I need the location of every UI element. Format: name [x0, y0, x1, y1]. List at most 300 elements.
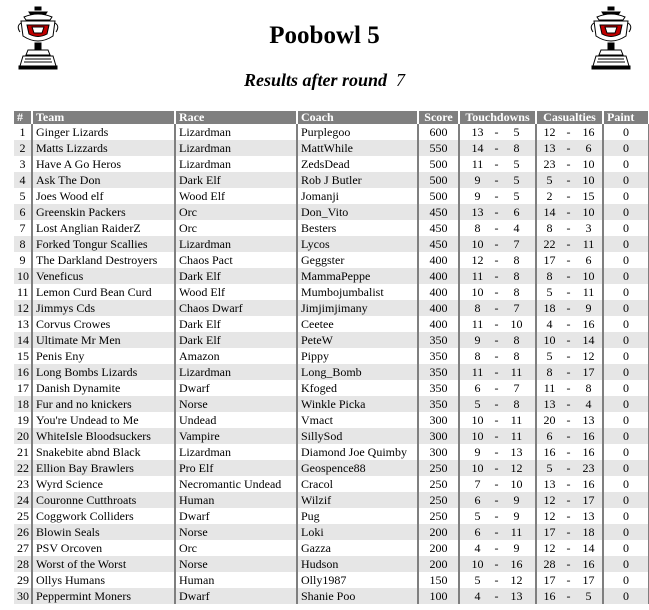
- separator: -: [494, 141, 499, 155]
- cell-casualties-for: 17: [543, 573, 556, 587]
- separator: -: [494, 269, 499, 283]
- cell-casualties: [537, 476, 604, 492]
- cell-num: 27: [14, 540, 33, 556]
- separator: -: [494, 429, 499, 443]
- cell-score: 200: [419, 540, 460, 556]
- cell-race: Pro Elf: [176, 460, 298, 476]
- cell-num: 19: [14, 412, 33, 428]
- cell-touchdowns-for: 5: [474, 397, 481, 411]
- cell-touchdowns-against: 11: [510, 365, 523, 379]
- table-row: [14, 588, 649, 604]
- cell-touchdowns: [460, 236, 537, 252]
- separator: -: [566, 317, 571, 331]
- cell-casualties-against: 3: [585, 221, 592, 235]
- cell-casualties: [537, 348, 604, 364]
- col-header-race: Race: [176, 111, 298, 124]
- cell-pain: 0: [604, 124, 649, 140]
- cell-coach: Loki: [298, 524, 419, 540]
- separator: -: [494, 461, 499, 475]
- cell-team: Ask The Don: [33, 172, 176, 188]
- cell-team: Fur and no knickers: [33, 396, 176, 412]
- cell-score: 500: [419, 156, 460, 172]
- cell-casualties: [537, 508, 604, 524]
- cell-touchdowns-for: 10: [471, 237, 484, 251]
- cell-team: Blowin Seals: [33, 524, 176, 540]
- cell-pain: 0: [604, 348, 649, 364]
- table-row: [14, 380, 649, 396]
- cell-casualties-against: 5: [585, 589, 592, 603]
- table-row: [14, 540, 649, 556]
- cell-touchdowns-for: 8: [474, 349, 481, 363]
- cell-casualties: [537, 380, 604, 396]
- cell-coach: Vmact: [298, 412, 419, 428]
- cell-coach: Purplegoo: [298, 124, 419, 140]
- separator: -: [566, 221, 571, 235]
- cell-touchdowns-for: 12: [471, 253, 484, 267]
- cell-casualties-against: 16: [582, 125, 595, 139]
- cell-coach: Don_Vito: [298, 204, 419, 220]
- table-header-row: [14, 111, 649, 124]
- cell-num: 20: [14, 428, 33, 444]
- cell-touchdowns-for: 7: [474, 477, 481, 491]
- cell-touchdowns-against: 8: [513, 349, 520, 363]
- cell-team: Matts Lizzards: [33, 140, 176, 156]
- subtitle-text: Results after round: [243, 70, 388, 90]
- page-title: Poobowl 5: [269, 22, 380, 49]
- cell-pain: 0: [604, 492, 649, 508]
- separator: -: [494, 557, 499, 571]
- cell-casualties: [537, 236, 604, 252]
- cell-casualties: [537, 460, 604, 476]
- cell-pain: 0: [604, 236, 649, 252]
- cell-race: Amazon: [176, 348, 298, 364]
- cell-coach: Long_Bomb: [298, 364, 419, 380]
- separator: -: [494, 285, 499, 299]
- separator: -: [494, 541, 499, 555]
- cell-touchdowns-against: 16: [510, 557, 523, 571]
- table-row: [14, 268, 649, 284]
- separator: -: [566, 269, 571, 283]
- table-row: [14, 156, 649, 172]
- separator: -: [566, 429, 571, 443]
- cell-num: 22: [14, 460, 33, 476]
- table-row: [14, 412, 649, 428]
- table-row: [14, 364, 649, 380]
- cell-touchdowns-against: 9: [513, 509, 520, 523]
- cell-race: Orc: [176, 540, 298, 556]
- cell-casualties: [537, 156, 604, 172]
- cell-casualties: [537, 332, 604, 348]
- cell-pain: 0: [604, 364, 649, 380]
- cell-score: 600: [419, 124, 460, 140]
- cell-race: Chaos Dwarf: [176, 300, 298, 316]
- cell-pain: 0: [604, 284, 649, 300]
- cell-team: Ellion Bay Brawlers: [33, 460, 176, 476]
- col-header-num: #: [14, 111, 33, 124]
- separator: -: [494, 301, 499, 315]
- col-header-score: Score: [419, 111, 460, 124]
- cell-coach: Wilzif: [298, 492, 419, 508]
- cell-pain: 0: [604, 428, 649, 444]
- cell-touchdowns-for: 14: [471, 141, 484, 155]
- cell-score: 250: [419, 476, 460, 492]
- cell-touchdowns: [460, 556, 537, 572]
- cell-touchdowns-for: 10: [471, 413, 484, 427]
- table-row: [14, 204, 649, 220]
- results-table: [14, 111, 649, 604]
- cell-casualties: [537, 524, 604, 540]
- separator: -: [494, 493, 499, 507]
- table-row: [14, 236, 649, 252]
- cell-touchdowns-against: 5: [513, 173, 520, 187]
- cell-team: Coggwork Colliders: [33, 508, 176, 524]
- cell-casualties-against: 14: [582, 333, 595, 347]
- cell-score: 400: [419, 268, 460, 284]
- cell-touchdowns-against: 13: [510, 589, 523, 603]
- table-row: [14, 476, 649, 492]
- cell-casualties-against: 6: [585, 141, 592, 155]
- cell-pain: 0: [604, 140, 649, 156]
- table-row: [14, 348, 649, 364]
- cell-touchdowns: [460, 524, 537, 540]
- table-row: [14, 252, 649, 268]
- cell-pain: 0: [604, 156, 649, 172]
- cell-touchdowns-against: 9: [513, 541, 520, 555]
- cell-casualties-against: 8: [585, 381, 592, 395]
- cell-casualties-for: 5: [546, 349, 553, 363]
- separator: -: [566, 157, 571, 171]
- round-number: 7: [396, 70, 406, 90]
- separator: -: [566, 397, 571, 411]
- cell-casualties: [537, 492, 604, 508]
- cell-touchdowns: [460, 268, 537, 284]
- cell-score: 300: [419, 444, 460, 460]
- cell-touchdowns: [460, 412, 537, 428]
- separator: -: [494, 397, 499, 411]
- cell-coach: Jimjimjimany: [298, 300, 419, 316]
- cell-team: Danish Dynamite: [33, 380, 176, 396]
- page-subtitle: [0, 70, 649, 91]
- cell-touchdowns-against: 12: [510, 573, 523, 587]
- cell-pain: 0: [604, 252, 649, 268]
- cell-casualties: [537, 588, 604, 604]
- cell-casualties-against: 16: [582, 445, 595, 459]
- cell-race: Lizardman: [176, 140, 298, 156]
- cell-touchdowns: [460, 284, 537, 300]
- cell-casualties: [537, 124, 604, 140]
- cell-coach: Hudson: [298, 556, 419, 572]
- cell-touchdowns: [460, 172, 537, 188]
- cell-touchdowns: [460, 428, 537, 444]
- cell-touchdowns: [460, 220, 537, 236]
- cell-score: 350: [419, 332, 460, 348]
- table-row: [14, 428, 649, 444]
- cell-touchdowns-against: 12: [510, 461, 523, 475]
- cell-num: 9: [14, 252, 33, 268]
- cell-casualties-for: 12: [543, 509, 556, 523]
- cell-coach: Gazza: [298, 540, 419, 556]
- cell-coach: Cracol: [298, 476, 419, 492]
- cell-touchdowns-against: 11: [510, 525, 523, 539]
- cell-team: You're Undead to Me: [33, 412, 176, 428]
- cell-touchdowns: [460, 492, 537, 508]
- cell-coach: MattWhile: [298, 140, 419, 156]
- cell-coach: Rob J Butler: [298, 172, 419, 188]
- cell-casualties-for: 16: [543, 589, 556, 603]
- cell-race: Dwarf: [176, 380, 298, 396]
- table-row: [14, 444, 649, 460]
- cell-num: 5: [14, 188, 33, 204]
- cell-score: 100: [419, 588, 460, 604]
- cell-casualties-for: 18: [543, 301, 556, 315]
- cell-casualties-against: 12: [582, 349, 595, 363]
- cell-touchdowns-for: 8: [474, 221, 481, 235]
- cell-casualties: [537, 140, 604, 156]
- cell-touchdowns: [460, 348, 537, 364]
- table-row: [14, 572, 649, 588]
- cell-num: 6: [14, 204, 33, 220]
- cell-casualties: [537, 204, 604, 220]
- separator: -: [494, 589, 499, 603]
- cell-team: Worst of the Worst: [33, 556, 176, 572]
- cell-casualties: [537, 540, 604, 556]
- cell-team: Ultimate Mr Men: [33, 332, 176, 348]
- cell-casualties-against: 10: [582, 205, 595, 219]
- cell-score: 350: [419, 364, 460, 380]
- cell-casualties-against: 23: [582, 461, 595, 475]
- cell-casualties: [537, 284, 604, 300]
- cell-num: 13: [14, 316, 33, 332]
- cell-casualties-against: 13: [582, 413, 595, 427]
- cell-score: 450: [419, 204, 460, 220]
- cell-casualties-against: 16: [582, 477, 595, 491]
- cell-touchdowns-against: 13: [510, 445, 523, 459]
- cell-casualties: [537, 172, 604, 188]
- cell-touchdowns-for: 6: [474, 381, 481, 395]
- separator: -: [494, 333, 499, 347]
- separator: -: [566, 365, 571, 379]
- cell-touchdowns-for: 5: [474, 509, 481, 523]
- cell-coach: Pug: [298, 508, 419, 524]
- cell-touchdowns-against: 6: [513, 205, 520, 219]
- cell-pain: 0: [604, 556, 649, 572]
- cell-num: 1: [14, 124, 33, 140]
- cell-touchdowns-for: 8: [474, 301, 481, 315]
- cell-casualties: [537, 444, 604, 460]
- separator: -: [494, 365, 499, 379]
- cell-num: 8: [14, 236, 33, 252]
- cell-num: 12: [14, 300, 33, 316]
- cell-touchdowns: [460, 364, 537, 380]
- cell-pain: 0: [604, 268, 649, 284]
- cell-pain: 0: [604, 460, 649, 476]
- cell-casualties-for: 4: [546, 317, 553, 331]
- cell-pain: 0: [604, 204, 649, 220]
- cell-touchdowns: [460, 300, 537, 316]
- cell-touchdowns: [460, 124, 537, 140]
- cell-casualties-for: 5: [546, 285, 553, 299]
- cell-casualties-for: 12: [543, 125, 556, 139]
- separator: -: [566, 141, 571, 155]
- cell-casualties-for: 8: [546, 365, 553, 379]
- cell-race: Orc: [176, 204, 298, 220]
- table-row: [14, 172, 649, 188]
- table-row: [14, 332, 649, 348]
- cell-coach: Diamond Joe Quimby: [298, 444, 419, 460]
- cell-casualties: [537, 412, 604, 428]
- cell-casualties-for: 2: [546, 189, 553, 203]
- cell-num: 25: [14, 508, 33, 524]
- cell-team: Ginger Lizards: [33, 124, 176, 140]
- separator: -: [566, 589, 571, 603]
- cell-race: Lizardman: [176, 364, 298, 380]
- cell-pain: 0: [604, 588, 649, 604]
- separator: -: [566, 461, 571, 475]
- cell-touchdowns-against: 5: [513, 189, 520, 203]
- cell-race: Necromantic Undead: [176, 476, 298, 492]
- table-row: [14, 124, 649, 140]
- cell-race: Dwarf: [176, 588, 298, 604]
- cell-pain: 0: [604, 412, 649, 428]
- cell-team: Wyrd Science: [33, 476, 176, 492]
- cell-touchdowns: [460, 444, 537, 460]
- cell-race: Dark Elf: [176, 316, 298, 332]
- cell-num: 23: [14, 476, 33, 492]
- separator: -: [494, 525, 499, 539]
- cell-race: Norse: [176, 524, 298, 540]
- cell-casualties-against: 6: [585, 253, 592, 267]
- cell-coach: Besters: [298, 220, 419, 236]
- cell-score: 400: [419, 300, 460, 316]
- cell-touchdowns: [460, 508, 537, 524]
- cell-casualties: [537, 428, 604, 444]
- cell-touchdowns: [460, 572, 537, 588]
- cell-touchdowns-against: 8: [513, 269, 520, 283]
- cell-touchdowns: [460, 380, 537, 396]
- separator: -: [494, 205, 499, 219]
- cell-touchdowns-for: 11: [471, 269, 484, 283]
- cell-casualties-against: 9: [585, 301, 592, 315]
- col-header-coach: Coach: [298, 111, 419, 124]
- cell-score: 550: [419, 140, 460, 156]
- cell-casualties-against: 17: [582, 573, 595, 587]
- cell-score: 450: [419, 220, 460, 236]
- table-row: [14, 508, 649, 524]
- cell-touchdowns-for: 10: [471, 429, 484, 443]
- cell-pain: 0: [604, 540, 649, 556]
- cell-num: 18: [14, 396, 33, 412]
- cell-touchdowns: [460, 188, 537, 204]
- cell-team: WhiteIsle Bloodsuckers: [33, 428, 176, 444]
- cell-touchdowns-for: 9: [474, 333, 481, 347]
- cell-casualties-for: 14: [543, 205, 556, 219]
- cell-touchdowns-for: 9: [474, 189, 481, 203]
- cell-casualties-against: 10: [582, 173, 595, 187]
- cell-team: The Darkland Destroyers: [33, 252, 176, 268]
- separator: -: [566, 205, 571, 219]
- cell-casualties-for: 22: [543, 237, 556, 251]
- cell-casualties-for: 13: [543, 397, 556, 411]
- cell-num: 11: [14, 284, 33, 300]
- cell-touchdowns: [460, 588, 537, 604]
- cell-casualties: [537, 220, 604, 236]
- cell-casualties-for: 6: [546, 429, 553, 443]
- cell-casualties-against: 14: [582, 541, 595, 555]
- cell-touchdowns-against: 9: [513, 493, 520, 507]
- separator: -: [566, 413, 571, 427]
- cell-score: 250: [419, 492, 460, 508]
- cell-coach: Geggster: [298, 252, 419, 268]
- cell-touchdowns-against: 5: [513, 125, 520, 139]
- cell-num: 2: [14, 140, 33, 156]
- table-row: [14, 284, 649, 300]
- table-row: [14, 220, 649, 236]
- cell-casualties-against: 17: [582, 493, 595, 507]
- cell-casualties-for: 13: [543, 141, 556, 155]
- cell-casualties-for: 16: [543, 445, 556, 459]
- cell-touchdowns: [460, 252, 537, 268]
- cell-race: Human: [176, 492, 298, 508]
- cell-race: Norse: [176, 556, 298, 572]
- cell-casualties-for: 13: [543, 477, 556, 491]
- cell-coach: Mumbojumbalist: [298, 284, 419, 300]
- cell-touchdowns-for: 9: [474, 445, 481, 459]
- cell-score: 200: [419, 556, 460, 572]
- cell-race: Dark Elf: [176, 332, 298, 348]
- separator: -: [566, 301, 571, 315]
- cell-score: 350: [419, 396, 460, 412]
- cell-coach: SillySod: [298, 428, 419, 444]
- cell-race: Dark Elf: [176, 268, 298, 284]
- separator: -: [566, 333, 571, 347]
- cell-coach: Shanie Poo: [298, 588, 419, 604]
- cell-score: 500: [419, 172, 460, 188]
- cell-coach: PeteW: [298, 332, 419, 348]
- col-header-touchdowns: Touchdowns: [460, 111, 537, 124]
- cell-team: Long Bombs Lizards: [33, 364, 176, 380]
- cell-touchdowns: [460, 476, 537, 492]
- cell-pain: 0: [604, 524, 649, 540]
- cell-pain: 0: [604, 508, 649, 524]
- separator: -: [566, 349, 571, 363]
- cell-pain: 0: [604, 300, 649, 316]
- cell-team: Ollys Humans: [33, 572, 176, 588]
- table-row: [14, 524, 649, 540]
- cell-casualties-against: 16: [582, 557, 595, 571]
- table-row: [14, 460, 649, 476]
- table-row: [14, 140, 649, 156]
- cell-team: Veneficus: [33, 268, 176, 284]
- cell-num: 21: [14, 444, 33, 460]
- separator: -: [494, 573, 499, 587]
- cell-casualties-for: 12: [543, 541, 556, 555]
- cell-num: 14: [14, 332, 33, 348]
- cell-pain: 0: [604, 332, 649, 348]
- cell-pain: 0: [604, 316, 649, 332]
- cell-pain: 0: [604, 380, 649, 396]
- separator: -: [566, 125, 571, 139]
- cell-num: 29: [14, 572, 33, 588]
- cell-touchdowns: [460, 540, 537, 556]
- separator: -: [494, 173, 499, 187]
- cell-pain: 0: [604, 476, 649, 492]
- separator: -: [494, 317, 499, 331]
- cell-touchdowns-against: 7: [513, 301, 520, 315]
- cell-touchdowns-against: 11: [510, 413, 523, 427]
- cell-touchdowns-against: 10: [510, 317, 523, 331]
- cell-team: Couronne Cutthroats: [33, 492, 176, 508]
- cell-touchdowns-against: 11: [510, 429, 523, 443]
